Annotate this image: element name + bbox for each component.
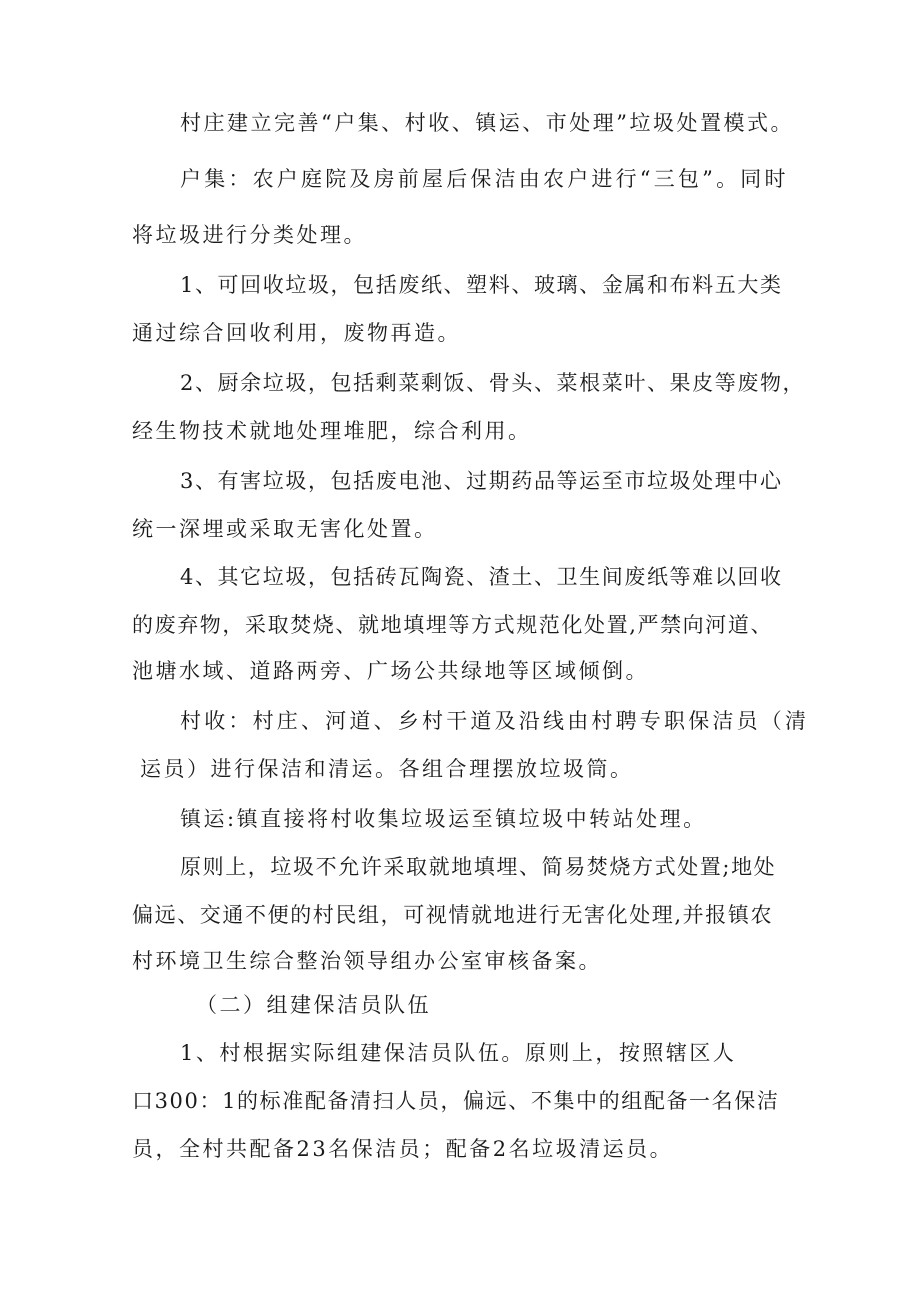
section-heading: （二）组建保洁员队伍 [196, 993, 431, 1017]
paragraph-line: 的废弃物，采取焚烧、就地填埋等方式规范化处置,严禁向河道、 [132, 613, 774, 637]
paragraph-line: 1、可回收垃圾，包括废纸、塑料、玻璃、金属和布料五大类 [180, 273, 783, 297]
paragraph-line: 原则上，垃圾不允许采取就地填埋、简易焚烧方式处置;地处 [180, 855, 777, 879]
paragraph-line: 村庄建立完善“户集、村收、镇运、市处理”垃圾处置模式。 [180, 111, 794, 135]
paragraph-line: 户集：农户庭院及房前屋后保洁由农户进行“三包”。同时 [180, 167, 789, 191]
paragraph-line: 经生物技术就地处理堆肥，综合利用。 [132, 419, 532, 443]
paragraph-line: 村收：村庄、河道、乡村干道及沿线由村聘专职保洁员（清 [180, 709, 810, 733]
paragraph-line: 池塘水域、道路两旁、广场公共绿地等区域倾倒。 [132, 659, 649, 683]
paragraph-line: 将垃圾进行分类处理。 [132, 223, 367, 247]
paragraph-line: 2、厨余垃圾，包括剩菜剩饭、骨头、菜根菜叶、果皮等废物， [180, 371, 806, 395]
paragraph-line: 统一深埋或采取无害化处置。 [132, 517, 438, 541]
paragraph-line: 偏远、交通不便的村民组，可视情就地进行无害化处理,并报镇农 [132, 903, 774, 927]
paragraph-line: 村环境卫生综合整治领导组办公室审核备案。 [132, 949, 602, 973]
paragraph-line: 4、其它垃圾，包括砖瓦陶瓷、渣土、卫生间废纸等难以回收 [180, 565, 783, 589]
paragraph-line: 员，全村共配备23名保洁员；配备2名垃圾清运员。 [132, 1137, 674, 1161]
paragraph-line: 镇运:镇直接将村收集垃圾运至镇垃圾中转站处理。 [180, 807, 707, 831]
paragraph-line: 1、村根据实际组建保洁员队伍。原则上，按照辖区人 [180, 1041, 737, 1065]
paragraph-line: 3、有害垃圾，包括废电池、过期药品等运至市垃圾处理中心 [180, 469, 783, 493]
paragraph-line: 口300：1的标准配备清扫人员，偏远、不集中的组配备一名保洁 [132, 1089, 780, 1113]
paragraph-line: 通过综合回收利用，废物再造。 [132, 321, 461, 345]
paragraph-line: 运员）进行保洁和清运。各组合理摆放垃圾筒。 [140, 757, 634, 781]
